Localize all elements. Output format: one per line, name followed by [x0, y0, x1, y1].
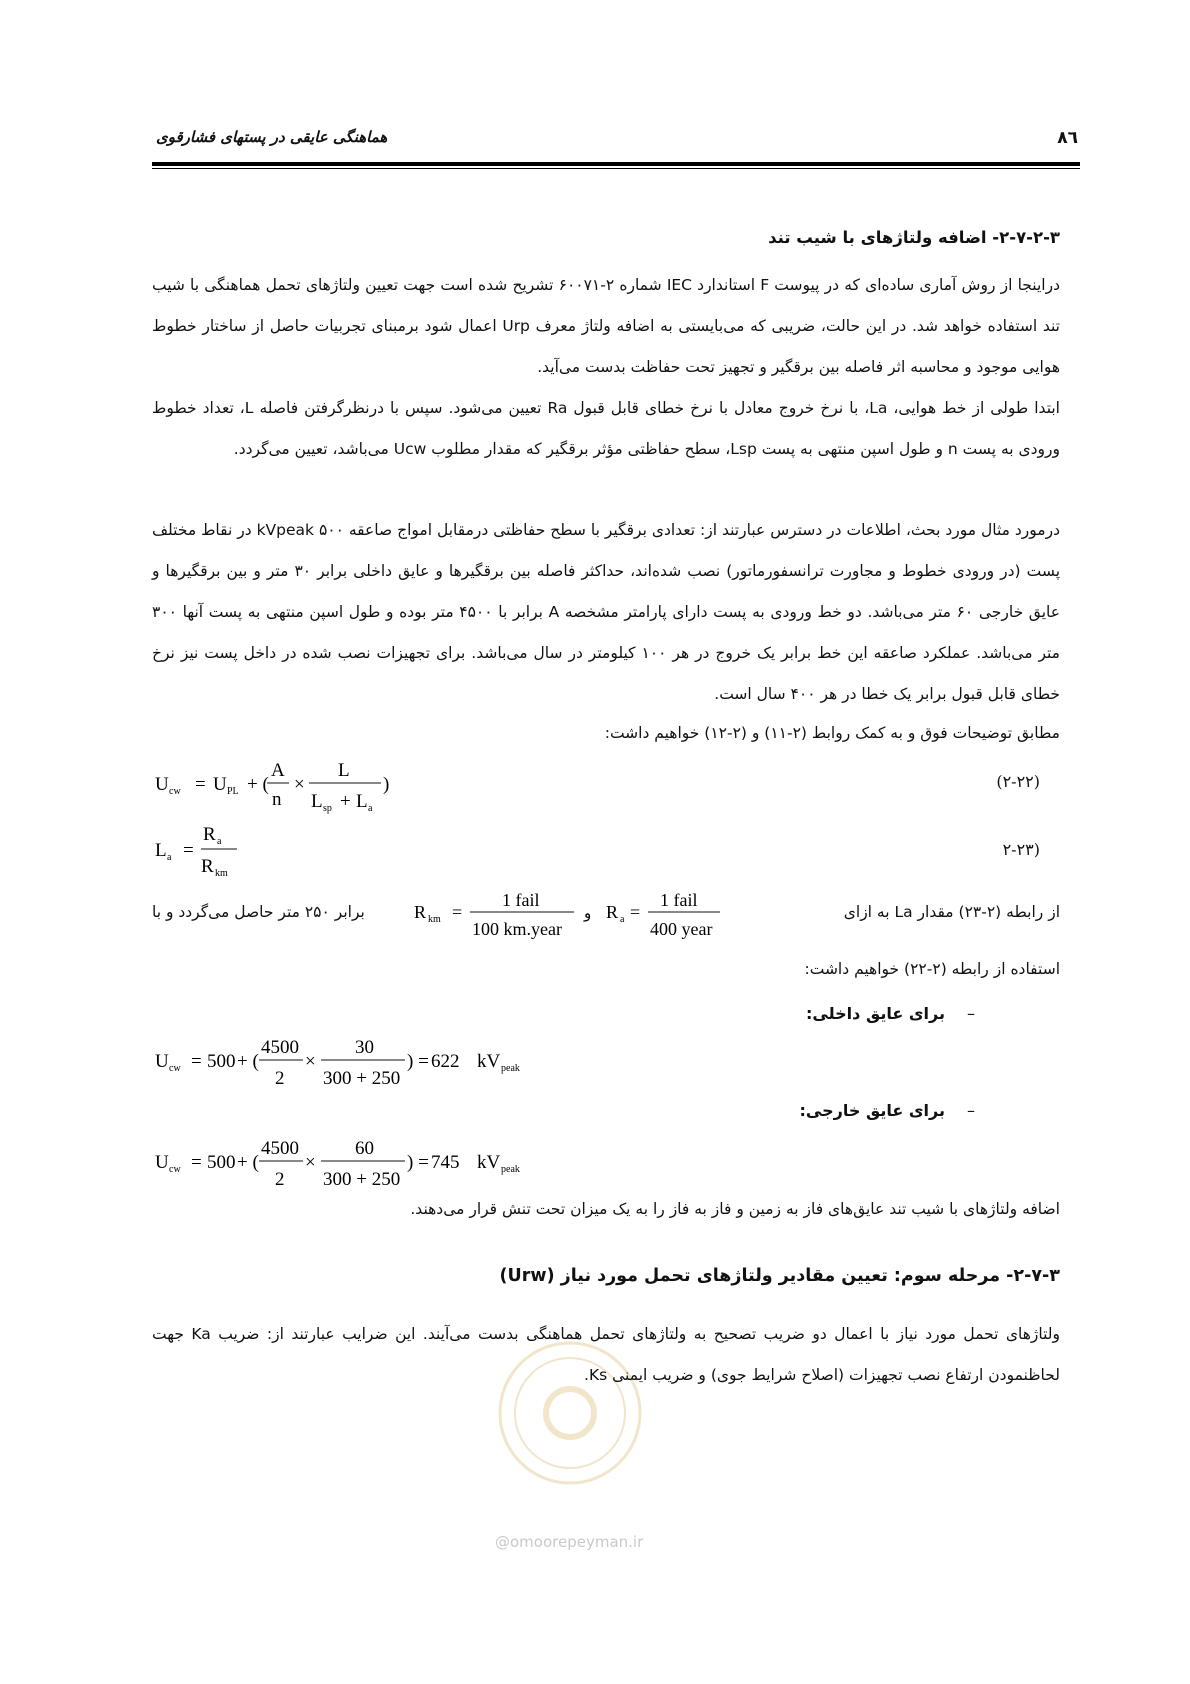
svg-text:): ) — [383, 774, 390, 795]
svg-text:A: A — [271, 760, 285, 781]
svg-text:×: × — [305, 1152, 316, 1173]
paragraph: درمورد مثال مورد بحث، اطلاعات در دسترس عبارتند از: تعدادی برقگیر با سطح حفاظتی درمقابل امواج صاعقه ۵۰۰ kVpeak در نقاط مختلف پست (در ورودی خطوط و مجاورت ترانسفورماتور) نصب شده‌اند، حداکثر فاصله بین برقگیرها و عایق داخلی برابر ۳۰ متر و بین برقگیرها و عایق خارجی ۶۰ متر می‌باشد. دو خط ورودی به پست دارای پارامتر مشخصه A برابر با ۴۵۰۰ متر بوده و طول اسپن منتهی به پست آنها ۳۰۰ متر می‌باشد. عملکرد صاعقه این خط برابر یک خروج در هر ۱۰۰ کیلومتر در سال می‌باشد. برای تجهیزات نصب شده در داخل پست نیز نرخ خطای قابل قبول برابر یک خطا در هر ۴۰۰ سال است. — [152, 521, 1061, 703]
running-title: هماهنگی عایقی در پستهای فشارقوی — [156, 128, 388, 146]
svg-text:745: 745 — [431, 1152, 460, 1173]
equation-22 — [155, 752, 455, 814]
svg-text:peak: peak — [501, 1164, 520, 1175]
svg-text:1 fail: 1 fail — [660, 890, 698, 910]
svg-text:500: 500 — [207, 1051, 236, 1072]
svg-text:300 + 250: 300 + 250 — [323, 1169, 401, 1190]
svg-text:=: = — [452, 902, 463, 922]
inline-fractions — [414, 886, 724, 946]
watermark-url: @omoorepeyman.ir — [495, 1533, 644, 1551]
svg-text:و: و — [584, 906, 592, 922]
header-rule-thin — [152, 168, 1080, 169]
inline-text: از رابطه (۲-۲۳) مقدار La به ازای — [843, 903, 1060, 921]
svg-text:n: n — [272, 789, 282, 810]
bullet-external: –برای عایق خارجی: — [799, 1101, 975, 1120]
svg-text:a: a — [368, 803, 373, 814]
svg-text:+ (: + ( — [237, 1051, 259, 1072]
paragraph: دراینجا از روش آماری ساده‌ای که در پیوست F استاندارد IEC شماره ۲-۶۰۰۷۱ تشریح شده است جهت تعیین ولتاژهای تحمل هماهنگی با شیب تند استفاده خواهد شد. در این حالت، ضریبی که می‌بایستی به اضافه ولتاژ معرف Urp اعمال شود برمبنای تجربیات حاصل از ساختار خطوط هوایی موجود و محاسبه اثر فاصله بین برقگیر و تجهیز تحت حفاظت بدست می‌آید. — [152, 276, 1060, 376]
inline-text: استفاده از رابطه (۲-۲۲) خواهیم داشت: — [804, 960, 1060, 978]
svg-text:1 fail: 1 fail — [502, 890, 540, 910]
svg-text:=: = — [195, 774, 206, 795]
svg-text:cw: cw — [169, 1164, 181, 1175]
svg-text:kV: kV — [477, 1152, 501, 1173]
svg-text:) =: ) = — [407, 1051, 429, 1072]
equation-internal — [155, 1035, 555, 1097]
svg-text:) =: ) = — [407, 1152, 429, 1173]
svg-text:U: U — [213, 774, 227, 795]
svg-text:=: = — [191, 1152, 202, 1173]
svg-text:4500: 4500 — [261, 1037, 299, 1058]
svg-text:L: L — [311, 791, 323, 812]
equation-23 — [155, 820, 275, 882]
svg-text:U: U — [155, 1051, 169, 1072]
svg-text:622: 622 — [431, 1051, 460, 1072]
svg-text:km: km — [428, 914, 441, 925]
svg-text:2: 2 — [275, 1068, 285, 1089]
paragraph: ابتدا طولی از خط هوایی، La، با نرخ خروج معادل با نرخ خطای قابل قبول Ra تعیین می‌شود. سپس با درنظرگرفتن فاصله L، تعداد خطوط ورودی به پست n و طول اسپن منتهی به پست Lsp، سطح حفاظتی مؤثر برقگیر که مقدار مطلوب Ucw می‌باشد، تعیین می‌گردد. — [152, 399, 1060, 458]
svg-text:=: = — [630, 902, 641, 922]
svg-text:peak: peak — [501, 1063, 520, 1074]
equation-external — [155, 1136, 555, 1198]
page-header — [152, 128, 1080, 150]
svg-text:R: R — [414, 902, 427, 922]
svg-text:400 year: 400 year — [650, 919, 713, 939]
svg-text:2: 2 — [275, 1169, 285, 1190]
section-title: ۲-۷-۳- مرحله سوم: تعیین مقادیر ولتاژهای تحمل مورد نیاز (Urw) — [499, 1266, 1060, 1286]
equation-number: (۲-۲۲) — [996, 772, 1040, 791]
svg-text:PL: PL — [227, 786, 239, 797]
svg-text:L: L — [356, 791, 368, 812]
svg-text:sp: sp — [323, 803, 332, 814]
svg-text:+: + — [340, 791, 351, 812]
svg-text:×: × — [305, 1051, 316, 1072]
svg-text:=: = — [191, 1051, 202, 1072]
svg-text:R: R — [606, 902, 619, 922]
paragraph: اضافه ولتاژهای با شیب تند عایق‌های فاز به زمین و فاز به فاز را به یک میزان تحت تنش قرار می‌دهند. — [410, 1200, 1060, 1218]
svg-text:cw: cw — [169, 1063, 181, 1074]
svg-text:+ (: + ( — [237, 1152, 259, 1173]
svg-text:4500: 4500 — [261, 1138, 299, 1159]
svg-text:L: L — [155, 840, 167, 861]
svg-text:60: 60 — [355, 1138, 374, 1159]
equation-number: (۲-۲۳ — [1002, 840, 1040, 859]
svg-text:500: 500 — [207, 1152, 236, 1173]
svg-text:kV: kV — [477, 1051, 501, 1072]
svg-text:a: a — [167, 852, 172, 863]
svg-text:L: L — [338, 760, 350, 781]
paragraph: مطابق توضیحات فوق و به کمک روابط (۲-۱۱) و (۲-۱۲) خواهیم داشت: — [604, 724, 1060, 742]
svg-text:+ (: + ( — [247, 774, 269, 795]
svg-text:a: a — [620, 914, 625, 925]
svg-text:30: 30 — [355, 1037, 374, 1058]
svg-text:100 km.year: 100 km.year — [472, 919, 562, 939]
svg-text:R: R — [201, 856, 214, 877]
svg-text:U: U — [155, 774, 169, 795]
bullet-internal: –برای عایق داخلی: — [806, 1004, 975, 1023]
svg-text:cw: cw — [169, 786, 181, 797]
page-number: ۸٦ — [1057, 128, 1078, 148]
header-rule-thick — [152, 162, 1080, 166]
svg-text:300 + 250: 300 + 250 — [323, 1068, 401, 1089]
svg-text:U: U — [155, 1152, 169, 1173]
svg-text:a: a — [217, 836, 222, 847]
section-title: ۲-۷-۲-۳- اضافه ولتاژهای با شیب تند — [768, 228, 1060, 247]
inline-text: برابر ۲۵۰ متر حاصل می‌گردد و با — [152, 903, 365, 921]
svg-text:R: R — [203, 824, 216, 845]
paragraph: ولتاژهای تحمل مورد نیاز با اعمال دو ضریب تصحیح به ولتاژهای تحمل هماهنگی بدست می‌آیند. این ضرایب عبارتند از: ضریب Ka جهت لحاظنمودن ارتفاع نصب تجهیزات (اصلاح شرایط جوی) و ضریب ایمنی Ks. — [152, 1325, 1060, 1384]
svg-text:×: × — [294, 774, 305, 795]
svg-text:km: km — [215, 868, 228, 879]
svg-text:=: = — [183, 840, 194, 861]
